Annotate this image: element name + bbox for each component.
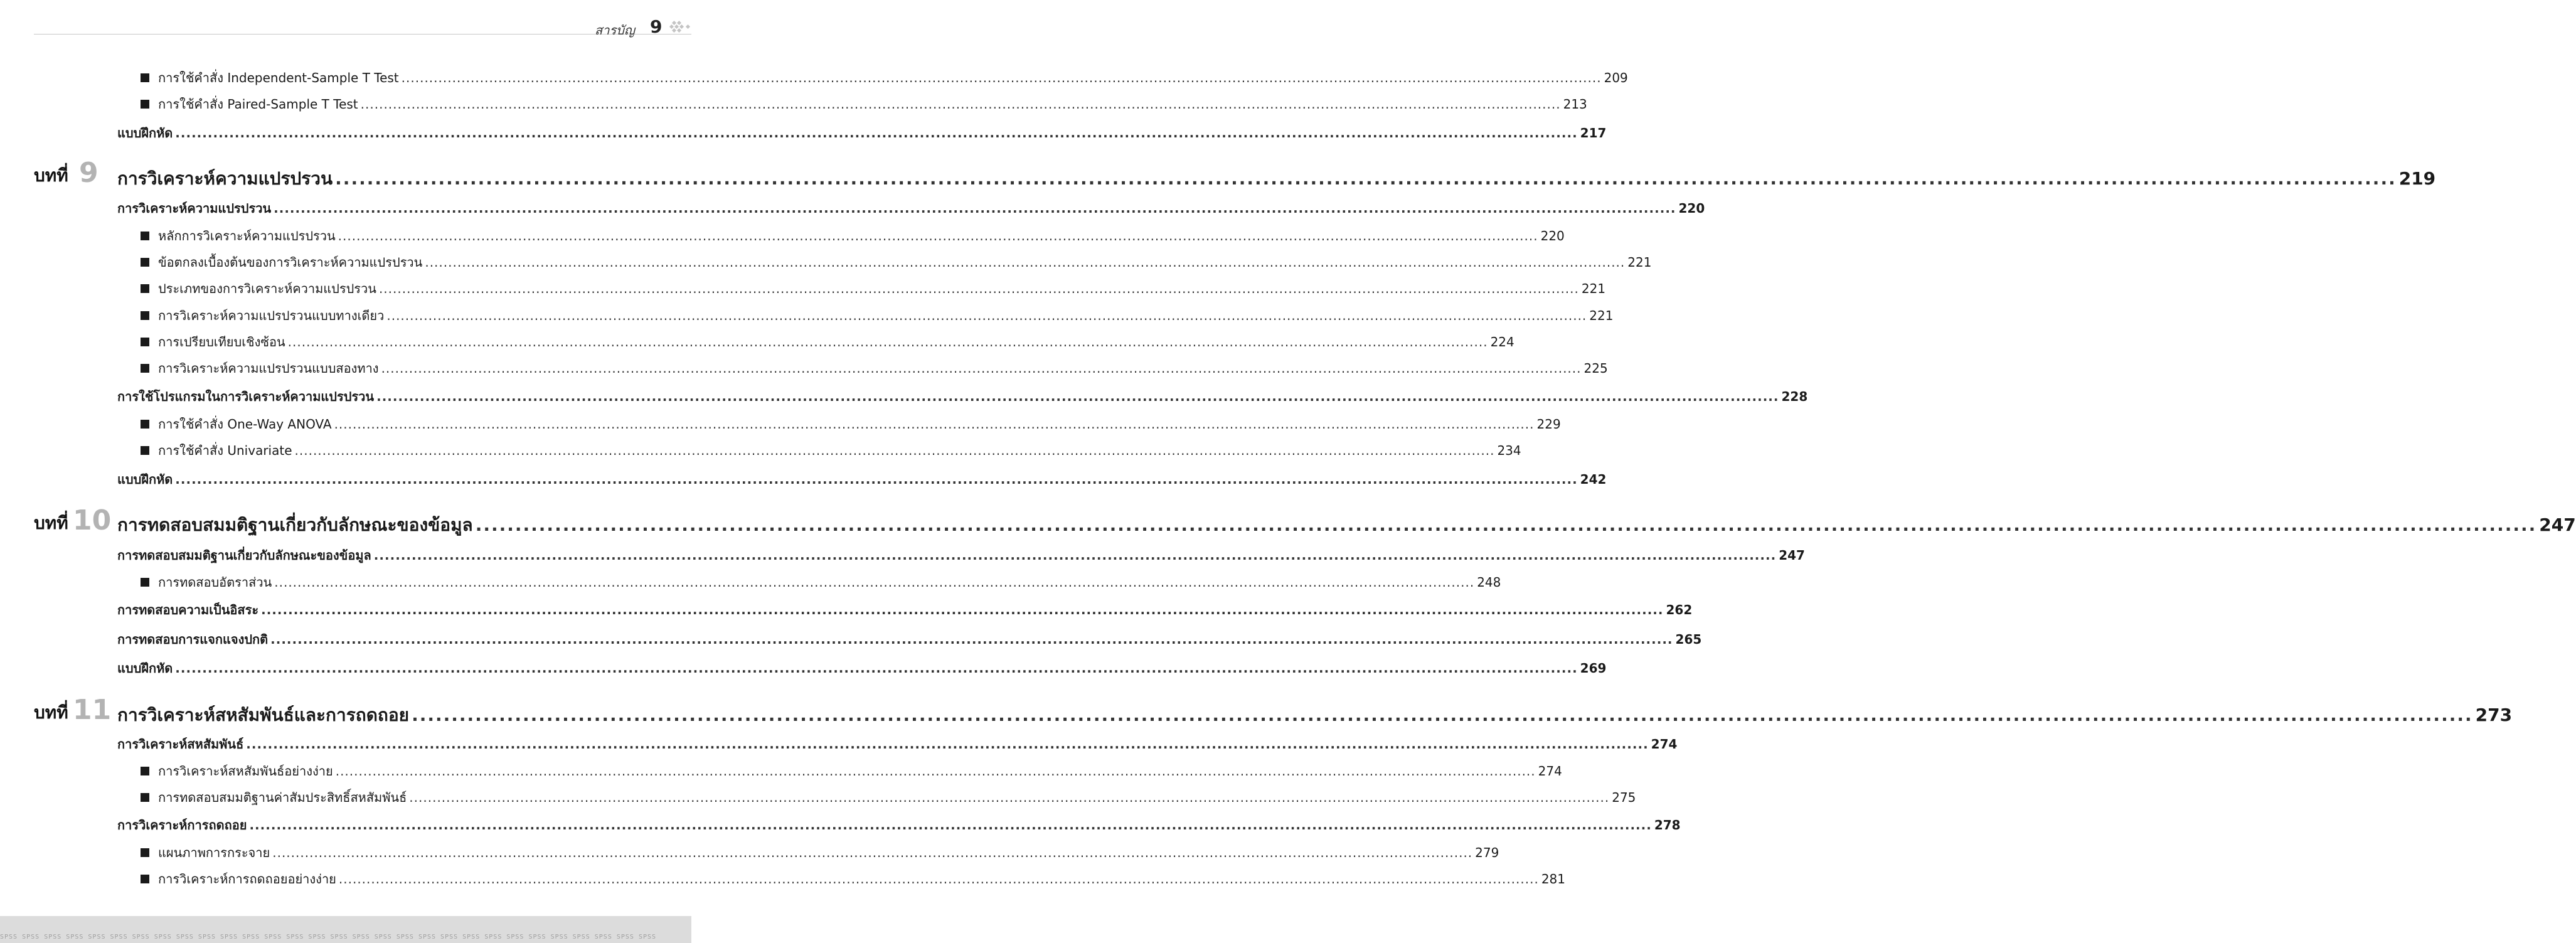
toc-entry-page: 275 [1612,790,1636,805]
toc-entry-section [117,815,1681,835]
toc-entry-section [117,386,1808,407]
toc-entry-sub [141,279,1606,299]
square-bullet-icon [141,767,149,775]
dot-leader: .................................................................................................................................................................................................................................................................... [338,871,1539,887]
toc-entry-page: 262 [1666,602,1693,617]
toc-entry-section [117,545,1805,565]
toc-entry-sub [141,572,1501,592]
toc-entry-sub [141,226,1565,246]
toc-entry-page: 279 [1475,845,1499,860]
toc-entry-page: 213 [1563,97,1587,112]
square-bullet-icon [141,284,149,293]
toc-entry-title: การใช้คำสั่ง Independent-Sample T Test [158,70,399,85]
dot-leader: .................................................................................................................................................................................................................................................................... [274,201,1676,216]
toc-entry-title: การใช้คำสั่ง Paired-Sample T Test [158,97,358,112]
dot-leader: .................................................................................................................................................................................................................................................................... [175,125,1578,141]
footer-band [0,916,691,943]
toc-entry-page: 220 [1678,201,1705,216]
square-bullet-icon [141,73,149,82]
toc-entry-title: แบบฝึกหัด [117,125,173,141]
toc-entry-page: 224 [1490,334,1514,349]
dot-leader: .................................................................................................................................................................................................................................................................... [338,228,1538,243]
dot-leader: .................................................................................................................................................................................................................................................................... [335,764,1536,779]
square-bullet-icon [141,578,149,587]
square-bullet-icon [141,100,149,109]
toc-entry-title: แบบฝึกหัด [117,661,173,676]
toc-entry-page: 217 [1580,125,1607,141]
dot-leader: .................................................................................................................................................................................................................................................................... [294,443,1495,458]
toc-entry-title: แบบฝึกหัด [117,472,173,487]
toc-entry-section [117,123,1607,143]
dot-leader: .................................................................................................................................................................................................................................................................... [376,389,1779,404]
toc-entry-title: การใช้คำสั่ง Univariate [158,443,292,458]
dot-leader: .................................................................................................................................................................................................................................................................... [475,514,2537,535]
toc-entry-sub [141,843,1499,863]
toc-entry-page: 221 [1627,255,1652,270]
toc-entry-title: การวิเคราะห์ความแปรปรวนแบบทางเดียว [158,308,385,323]
toc-entry-title: การทดสอบสมมติฐานค่าสัมประสิทธิ์สหสัมพันธ์ [158,790,407,805]
toc-entry-title: การวิเคราะห์ความแปรปรวน [117,201,272,216]
chapter-label: บทที่ [34,513,68,533]
toc-entry-sub [141,440,1521,461]
toc-entry-title: การทดสอบความเป็นอิสระ [117,602,259,617]
toc-entry-page: 265 [1675,632,1702,647]
toc-entry-sub [141,68,1628,88]
toc-entry-sub [141,358,1608,378]
toc-entry-title: การวิเคราะห์สหสัมพันธ์อย่างง่าย [158,764,333,779]
toc-entry-title: การทดสอบสมมติฐานเกี่ยวกับลักษณะของข้อมูล [117,514,473,535]
toc-entry-page: 281 [1541,871,1566,887]
toc-entry-page: 274 [1651,737,1678,752]
toc-entry-sub [141,252,1652,272]
toc-entry-title: การทดสอบสมมติฐานเกี่ยวกับลักษณะของข้อมูล [117,548,371,563]
square-bullet-icon [141,848,149,857]
dot-leader: .................................................................................................................................................................................................................................................................... [261,602,1664,617]
dot-leader: .................................................................................................................................................................................................................................................................... [334,417,1535,432]
dot-leader: .................................................................................................................................................................................................................................................................... [175,661,1578,676]
toc-entry-page: 247 [1779,548,1805,563]
toc-entry-page: 221 [1589,308,1614,323]
toc-entry-page: 248 [1477,575,1501,590]
toc-entry-section [117,629,1702,649]
toc-entry-title: การวิเคราะห์สหสัมพันธ์ [117,737,244,752]
toc-entry-page: 225 [1583,361,1608,376]
dot-leader: .................................................................................................................................................................................................................................................................... [401,70,1602,85]
running-header-title: สารบัญ [595,23,635,38]
toc-entry-section [117,469,1607,489]
toc-entry-chapter [117,701,2513,729]
square-bullet-icon [141,338,149,346]
dot-leader: .................................................................................................................................................................................................................................................................... [287,334,1488,349]
toc-entry-title: การใช้คำสั่ง One-Way ANOVA [158,417,332,432]
chapter-number: 11 [73,694,112,726]
square-bullet-icon [141,446,149,455]
toc-entry-page: 221 [1581,281,1606,296]
diamond-pattern-icon [670,20,691,33]
dot-leader: .................................................................................................................................................................................................................................................................... [274,575,1475,590]
toc-entry-title: การวิเคราะห์สหสัมพันธ์และการถดถอย [117,705,410,725]
square-bullet-icon [141,875,149,883]
toc-entry-title: การวิเคราะห์ความแปรปรวนแบบสองทาง [158,361,379,376]
square-bullet-icon [141,793,149,802]
square-bullet-icon [141,232,149,240]
toc-entry-page: 274 [1538,764,1562,779]
toc-entry-page: 228 [1781,389,1808,404]
chapter-label: บทที่ [34,165,68,186]
toc-entry-title: การเปรียบเทียบเชิงซ้อน [158,334,285,349]
dot-leader: .................................................................................................................................................................................................................................................................... [175,472,1578,487]
dot-leader: .................................................................................................................................................................................................................................................................... [246,737,1649,752]
toc-entry-page: 234 [1497,443,1521,458]
square-bullet-icon [141,311,149,320]
toc-entry-title: การทดสอบอัตราส่วน [158,575,272,590]
dot-leader: .................................................................................................................................................................................................................................................................... [249,818,1652,833]
dot-leader: .................................................................................................................................................................................................................................................................... [272,845,1473,860]
dot-leader: .................................................................................................................................................................................................................................................................... [386,308,1587,323]
toc-entry-page: 219 [2398,168,2436,189]
dot-leader: .................................................................................................................................................................................................................................................................... [270,632,1673,647]
toc-entry-sub [141,787,1636,807]
toc-entry-title: ประเภทของการวิเคราะห์ความแปรปรวน [158,281,376,296]
toc-entry-section [117,600,1693,620]
toc-entry-page: 247 [2539,514,2576,535]
dot-leader: .................................................................................................................................................................................................................................................................... [381,361,1582,376]
toc-entry-title: การวิเคราะห์ความแปรปรวน [117,168,333,189]
toc-entry-sub [141,94,1587,114]
footer-watermark: SPSS SPSS SPSS SPSS SPSS SPSS SPSS SPSS SPSS SPSS SPSS SPSS SPSS SPSS SPSS SPSS SPSS SPSS SPSS SPSS SPSS SPSS SPSS SPSS SPSS SPSS SPSS SPSS SPSS SPSS [0,934,657,940]
toc-entry-title: การวิเคราะห์การถดถอย [117,818,247,833]
toc-entry-page: 229 [1536,417,1561,432]
toc-entry-page: 278 [1654,818,1681,833]
toc-entry-section [117,734,1678,754]
chapter-number: 10 [73,504,112,536]
toc-entry-chapter [117,165,2436,193]
square-bullet-icon [141,258,149,267]
toc-entry-title: แผนภาพการกระจาย [158,845,270,860]
chapter-label: บทที่ [34,702,68,723]
square-bullet-icon [141,364,149,373]
toc-entry-sub [141,332,1514,352]
dot-leader: .................................................................................................................................................................................................................................................................... [378,281,1579,296]
toc-entry-page: 220 [1540,228,1565,243]
dot-leader: .................................................................................................................................................................................................................................................................... [335,168,2397,189]
dot-leader: .................................................................................................................................................................................................................................................................... [425,255,1626,270]
header-rule [34,34,691,35]
toc-entry-sub [141,869,1566,889]
toc-entry-title: หลักการวิเคราะห์ความแปรปรวน [158,228,336,243]
toc-entry-title: การใช้โปรแกรมในการวิเคราะห์ความแปรปรวน [117,389,375,404]
square-bullet-icon [141,420,149,429]
toc-entry-page: 269 [1580,661,1607,676]
toc-entry-sub [141,306,1614,326]
dot-leader: .................................................................................................................................................................................................................................................................... [409,790,1610,805]
toc-entry-sub [141,414,1561,434]
dot-leader: .................................................................................................................................................................................................................................................................... [360,97,1561,112]
toc-entry-sub [141,761,1562,781]
toc-entry-section [117,198,1705,218]
toc-entry-title: การทดสอบการแจกแจงปกติ [117,632,269,647]
toc-entry-section [117,658,1607,678]
toc-entry-page: 273 [2475,705,2513,725]
toc-entry-page: 209 [1604,70,1628,85]
dot-leader: .................................................................................................................................................................................................................................................................... [412,705,2473,725]
dot-leader: .................................................................................................................................................................................................................................................................... [373,548,1777,563]
chapter-number: 9 [79,157,98,189]
toc-entry-title: ข้อตกลงเบื้องต้นของการวิเคราะห์ความแปรปรวน [158,255,423,270]
toc-entry-title: การวิเคราะห์การถดถอยอย่างง่าย [158,871,336,887]
page-number: 9 [650,16,663,37]
toc-entry-page: 242 [1580,472,1607,487]
toc-entry-chapter [117,511,2576,539]
